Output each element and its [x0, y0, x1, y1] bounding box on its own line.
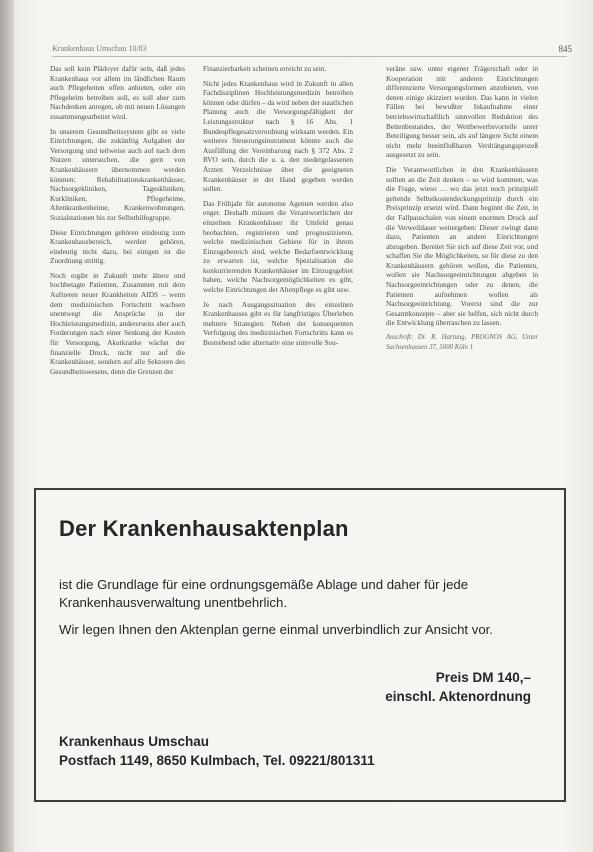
advertisement-box — [34, 488, 566, 802]
ad-offer: Wir legen Ihnen den Aktenplan gerne einmal unverbindlich zur Ansicht vor. — [59, 622, 493, 637]
paragraph: Diese Einrichtungen gehören eindeutig zum Krankenhausbereich, werden gehören, eindeutig nicht dazu, bei einigen ist die Zuordnung strittig. — [50, 227, 185, 266]
ad-title: Der Krankenhausaktenplan — [59, 516, 349, 541]
header-divider — [52, 56, 567, 57]
page-number: 845 — [558, 44, 572, 54]
paragraph: Noch ergibt in Zukunft mehr ältere und hochbetagte Patienten, Zusammen mit dem Auftreten neuer Krankheiten AIDS – wenn dem medizinischen Fortschritt wachsen unentwegt die Ansprüche in der Hochleistungsmedizin, andererseits aber auch Forderungen nach einer Senkung der Kosten für Versorgung, Akutkranke wächst der finanzielle Druck, nicht nur auf die Krankenhäuser, sondern auf alle Sektoren des Gesundheitswesens, denn die Grenzen der — [50, 270, 185, 376]
price-amount: Preis DM 140,– — [435, 670, 531, 685]
ad-company-name: Krankenhaus Umschau — [59, 734, 210, 749]
paragraph: Finanzierbarkeit scheinen erreicht zu sein. — [203, 64, 327, 73]
paragraph: Je nach Ausgangssituation des einzelnen Krankenhauses gibt es für langfristiges Überleben mehrere Strategien. Neben der konsequenten Verfolgung des medizinischen Fortschritts kann es Bestrebend oder alternativ eine sinnvolle Sou- — [203, 299, 353, 348]
price-note: einschl. Aktenordnung — [385, 689, 531, 704]
ad-price — [385, 668, 531, 706]
paragraph: Das Frühjahr für autonome Agenten werden also enger. Deshalb müssen die Verantwortlichen der einzelnen Krankenhäuser ihr Umfeld genau beobachten, registrieren und prognostizieren, welche medizinischen Gebiete für in ihrem Einzugsbereich sind, welche Bedarfsentwicklung zu erwarten ist, welche Spezialisation die konkurrierenden Krankenhäuser im Einzugsgebiet haben, welche Nachsorgemöglichkeiten es gibt, welche Einrichtungen der Altenpflege es gibt usw. — [203, 198, 353, 295]
book-binding-shadow — [0, 0, 14, 852]
text-column-1 — [50, 64, 185, 381]
paragraph: Nicht jedes Krankenhaus wird in Zukunft in allen Fachdisziplinen Hochleistungsmedizin betreiben können oder dürfen – da wird neben der staatlichen Planung auch die Versorgungsfähigkeit der Leistungsstruktur nach § 16 Abs. 1 Bundespflegesatzverordnung wirksam werden. Ein weiteres Steuerungsinstrument könnte auch die Ausfüllung der Vereinbarung nach § 372 Abs. 2 RVO sein, durch die u. a. den niedergelassenen Ärzten Verzeichnisse über die geeigneten Krankenhäuser in der Hand gegeben werden sollen. — [203, 78, 353, 194]
paragraph: In unserem Gesundheitssystem gibt es viele Einrichtungen, die zukünftig Aufgaben der Versorgung und teilweise auch auf nach dem Nutzen untersuchen, die gern von Krankenhäusern übernommen werden könnten: Rehabilitationskrankenhäuser, Nachsorgekliniken, Tageskliniken, Kurkliniken, Pflegeheime, Altenkrankenheime, Krankenwohnungen, Sozialstationen bis zur Selbsthilfegruppe. — [50, 126, 185, 222]
author-address: Anschrift: Dr. R. Hartung, PROGNOS AG, Unter Sachsenhausen 37, 5000 Köln 1 — [386, 334, 538, 351]
text-column-2 — [203, 64, 353, 353]
ad-contact-address: Postfach 1149, 8650 Kulmbach, Tel. 09221/801311 — [59, 753, 375, 768]
paragraph: veräne usw. unter eigener Trägerschaft oder in Kooperation mit anderen Einrichtungen differenzierte Versorgungsformen anzubieten, von denen einige skizziert wurden. Das kann in vielen Fällen bei bewußter Inkaufnahme einer betriebswirtschaftlich sinnvollen Reduktion des Bettenbestandes, der Wettbewerbsvorteile unter Beteiligung besser sein, als auf längere Sicht einem nicht mehr beeinflußbaren Verdrängungsprozeß ausgesetzt zu sein. — [386, 64, 538, 160]
text-column-3 — [386, 64, 538, 357]
ad-description: ist die Grundlage für eine ordnungsgemäße Ablage und daher für jede Krankenhausverwaltung unentbehrlich. — [59, 577, 469, 610]
journal-title: Krankenhaus Umschau 10/83 — [52, 44, 147, 53]
paragraph: Die Verantwortlichen in den Krankenhäusern sollten an die Zeit denken – so wird kommen, was die Frage, wieso … wo das jetzt noch prinzipiell geltende Selbstkostendeckungsprinzip durch ein Preisprinzip ersetzt wird. Dann beginnt die Zeit, in der Fallpauschalen von einem enormen Druck auf die Verweildauer weitergeben: Dieser zwingt dann dazu, Patienten an andere Einrichtungen abzugeben. Bereitet Sie sich auf diese Zeit vor, und schaffen Sie die Möglichkeiten, so für diese zu den Krankenhäusern gehören wollen, die Patienten, wollen sie Nachsorgeeinrichtungen abgeben in Nachsorgeeinrichtungen oder zu denen, die Patienten aufnehmen wollen als Nachsorgeeinrichtung. Vorerst sind die zur Gesamtkonzepte – aber sie helfen, sich nicht durch die Entwicklung überraschen zu lassen. — [386, 164, 538, 328]
paragraph: Das soll kein Plädoyer dafür sein, daß jedes Krankenhaus vor allem im ländlichen Raum auch Pflegebetten offen anbieten, oder ein Pflegeheim betreiben soll, es soll aber zum Nachdenken anregen, ob mit neuen Lösungen zusammengearbeitet wird. — [50, 64, 185, 121]
